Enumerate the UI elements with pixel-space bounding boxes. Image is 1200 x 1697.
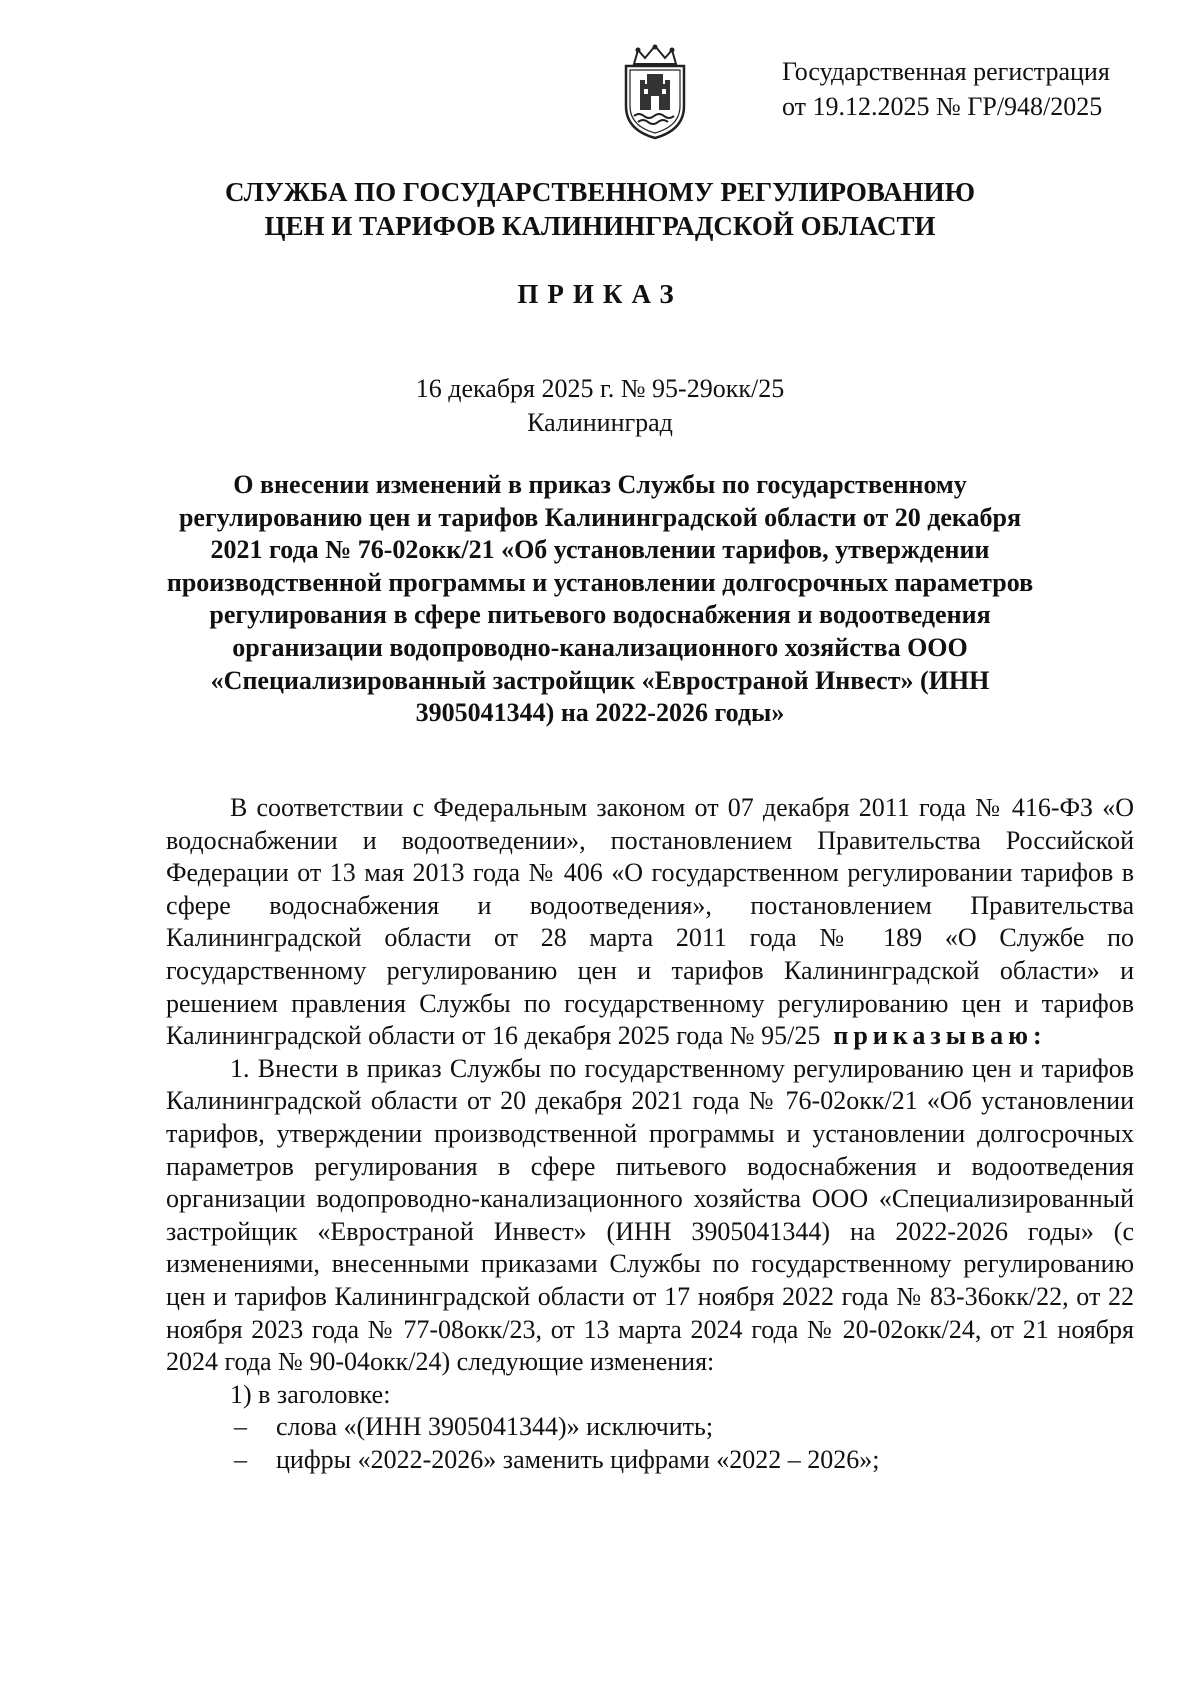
order-word: приказываю: — [833, 1021, 1047, 1051]
order-body — [166, 792, 1134, 1476]
dash-bullet: – — [234, 1444, 247, 1474]
order-city: Калининград — [527, 408, 673, 437]
organization-title-line1: СЛУЖБА ПО ГОСУДАРСТВЕННОМУ РЕГУЛИРОВАНИЮ — [224, 177, 976, 207]
order-date-number: 16 декабря 2025 г. № 95-29окк/25 — [415, 374, 785, 403]
registration-number: от 19.12.2025 № ГР/948/2025 — [782, 92, 1103, 121]
dash-item-1-text: слова «(ИНН 3905041344)» исключить; — [276, 1412, 714, 1442]
dash-item-2 — [166, 1444, 1134, 1477]
organization-title — [0, 175, 1200, 243]
document-type: ПРИКАЗ — [517, 279, 683, 309]
order-subject: О внесении изменений в приказ Службы по государственному регулированию цен и тарифов Калининградской области от 20 декабря 2021 года № 76-02окк/21 «Об установлении тарифов, утверждении производственной программы и установлении долгосрочных параметров регулирования в сфере питьевого водоснабжения и водоотведения организации водопроводно-канализационного хозяйства ООО «Специализированный застройщик «Евространой Инвест» (ИНН 3905041344) на 2022-2026 годы» — [166, 470, 1034, 728]
dash-item-1 — [166, 1411, 1134, 1444]
item-1-paragraph: 1. Внести в приказ Службы по государственному регулированию цен и тарифов Калининградской области от 20 декабря 2021 года № 76-02окк/21 «Об установлении тарифов, утверждении производственной программы и установлении долгосрочных параметров регулирования в сфере питьевого водоснабжения и водоотведения организации водопроводно-канализационного хозяйства ООО «Специализированный застройщик «Евространой Инвест» (ИНН 3905041344) на 2022-2026 годы» (с изменениями, внесенными приказами Службы по государственному регулированию цен и тарифов Калининградской области от 17 ноября 2022 года № 83-36окк/22, от 22 ноября 2023 года № 77-08окк/23, от 13 марта 2024 года № 20-02окк/24, от 21 ноября 2024 года № 90-04окк/24) следующие изменения: — [166, 1053, 1134, 1377]
dash-bullet: – — [234, 1412, 247, 1442]
registration-stamp — [782, 54, 1110, 124]
subitem-1: 1) в заголовке: — [230, 1379, 391, 1409]
coat-of-arms-icon — [618, 44, 692, 140]
preamble-paragraph — [166, 792, 1134, 1053]
registration-label: Государственная регистрация — [782, 57, 1110, 86]
organization-title-line2: ЦЕН И ТАРИФОВ КАЛИНИНГРАДСКОЙ ОБЛАСТИ — [264, 211, 936, 241]
dash-item-2-text: цифры «2022-2026» заменить цифрами «2022 – 2026»; — [276, 1444, 880, 1474]
preamble-text: В соответствии с Федеральным законом от 07 декабря 2011 года № 416-ФЗ «О водоснабжении и водоотведении», постановлением Правительства Российской Федерации от 13 мая 2013 года № 406 «О государственном регулировании тарифов в сфере водоснабжения и водоотведения», постановлением Правительства Калининградской области от 28 марта 2011 года № 189 «О Службе по государственному регулированию цен и тарифов Калининградской области» и решением правления Службы по государственному регулированию цен и тарифов Калининградской области от 16 декабря 2025 года № 95/25 — [166, 793, 1134, 1051]
